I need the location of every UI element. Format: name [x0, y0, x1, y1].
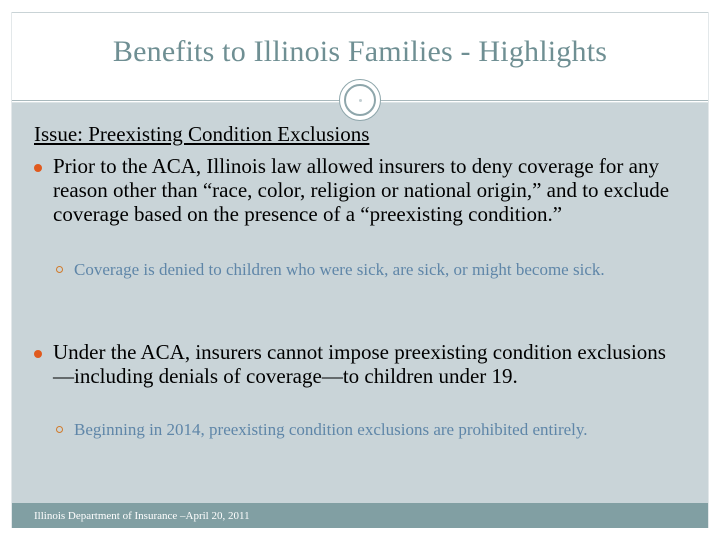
sub-bullet-text: Beginning in 2014, preexisting condition exclusions are prohibited entirely.: [74, 420, 588, 439]
sub-bullet-item: [56, 260, 676, 280]
circle-dot: [359, 99, 362, 102]
bullet-item: [34, 154, 684, 226]
slide-title: Benefits to Illinois Families - Highlights: [112, 35, 608, 68]
footer-bar: [12, 503, 708, 528]
footer-text: Illinois Department of Insurance –April 20, 2011: [34, 510, 250, 522]
sub-bullet-ring-icon: [56, 266, 63, 273]
sub-bullet-text: Coverage is denied to children who were sick, are sick, or might become sick.: [74, 260, 605, 279]
circle-ring: [344, 84, 376, 116]
content-area: [12, 103, 708, 503]
bullet-text: Prior to the ACA, Illinois law allowed insurers to deny coverage for any reason other than “race, color, religion or national origin,” and to exclude coverage based on the presence of a “preexisting condition.”: [53, 154, 670, 226]
issue-heading: Issue: Preexisting Condition Exclusions: [34, 122, 370, 146]
bullet-dot-icon: [34, 350, 42, 358]
title-divider-circle-icon: [339, 79, 381, 121]
sub-bullet-item: [56, 420, 676, 440]
sub-bullet-ring-icon: [56, 426, 63, 433]
frame-right-edge: [708, 12, 709, 528]
bullet-text: Under the ACA, insurers cannot impose preexisting condition exclusions—including denials of coverage—to children under 19.: [53, 340, 666, 388]
bullet-dot-icon: [34, 164, 42, 172]
bullet-item: [34, 340, 684, 388]
